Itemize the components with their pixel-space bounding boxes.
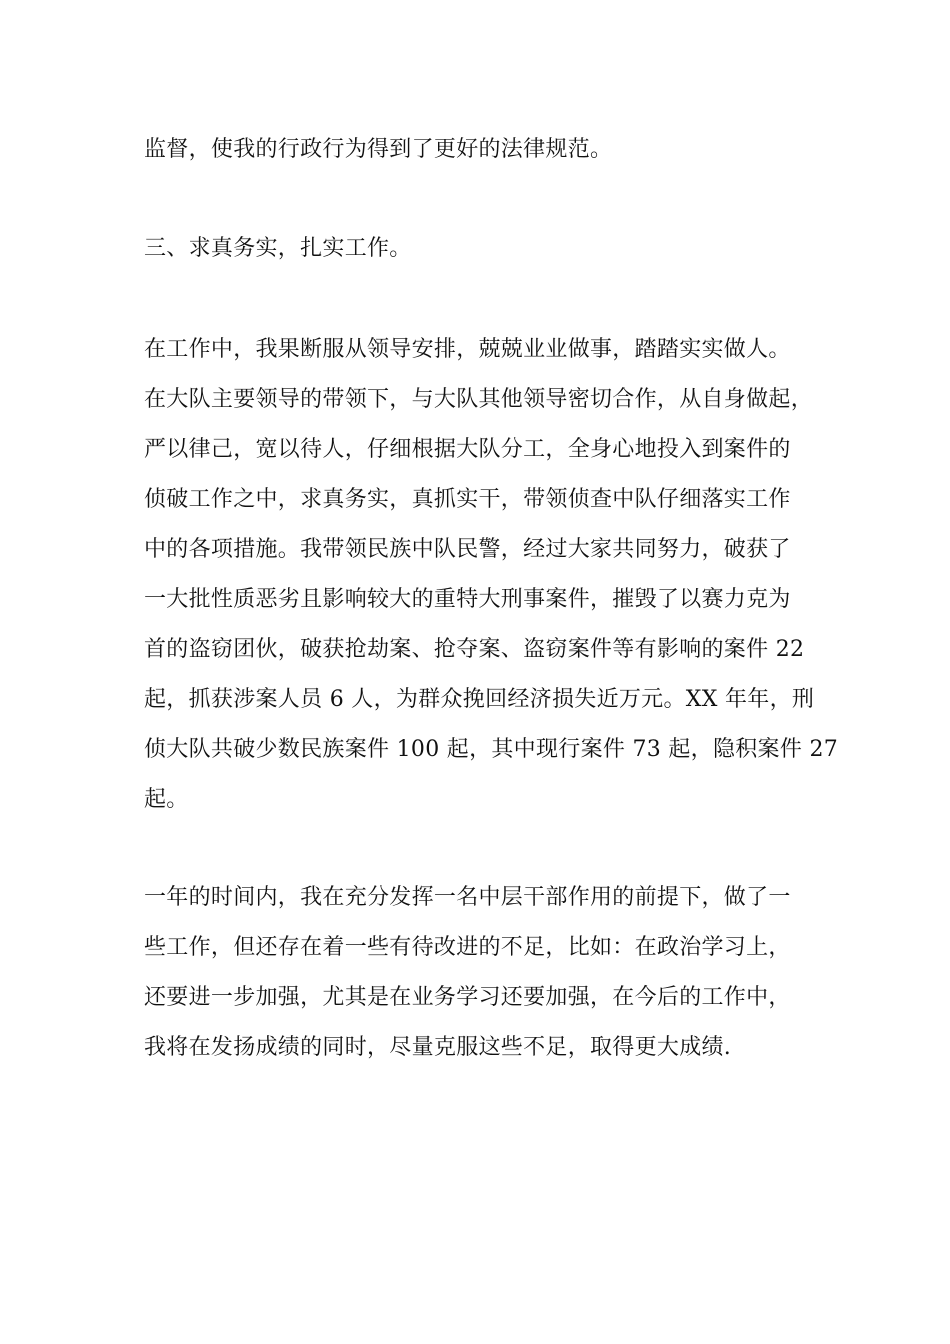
text-line: 起。 [144, 787, 189, 812]
text-line: 严以律己，宽以待人，仔细根据大队分工，全身心地投入到案件的 [144, 437, 791, 462]
text-line: 一大批性质恶劣且影响较大的重特大刑事案件，摧毁了以赛力克为 [144, 587, 791, 612]
text-line: 我将在发扬成绩的同时，尽量克服这些不足，取得更大成绩. [144, 1035, 732, 1060]
text-line: 在工作中，我果断服从领导安排，兢兢业业做事，踏踏实实做人。 [144, 337, 791, 362]
text-line: 侦大队共破少数民族案件 100 起，其中现行案件 73 起，隐积案件 27 [144, 737, 839, 762]
text-line: 首的盗窃团伙，破获抢劫案、抢夺案、盗窃案件等有影响的案件 22 [144, 637, 805, 662]
text-line: 一年的时间内，我在充分发挥一名中层干部作用的前提下，做了一 [144, 885, 791, 910]
section-heading: 三、求真务实，扎实工作。 [144, 236, 412, 261]
text-line: 还要进一步加强，尤其是在业务学习还要加强，在今后的工作中， [144, 985, 791, 1010]
text-line: 些工作，但还存在着一些有待改进的不足，比如：在政治学习上， [144, 935, 791, 960]
text-line: 中的各项措施。我带领民族中队民警，经过大家共同努力，破获了 [144, 537, 791, 562]
text-line: 在大队主要领导的带领下，与大队其他领导密切合作，从自身做起， [144, 387, 814, 412]
text-line: 起，抓获涉案人员 6 人，为群众挽回经济损失近万元。XX 年年，刑 [144, 687, 815, 712]
text-line: 监督，使我的行政行为得到了更好的法律规范。 [144, 137, 613, 162]
text-line: 侦破工作之中，求真务实，真抓实干，带领侦查中队仔细落实工作 [144, 487, 791, 512]
